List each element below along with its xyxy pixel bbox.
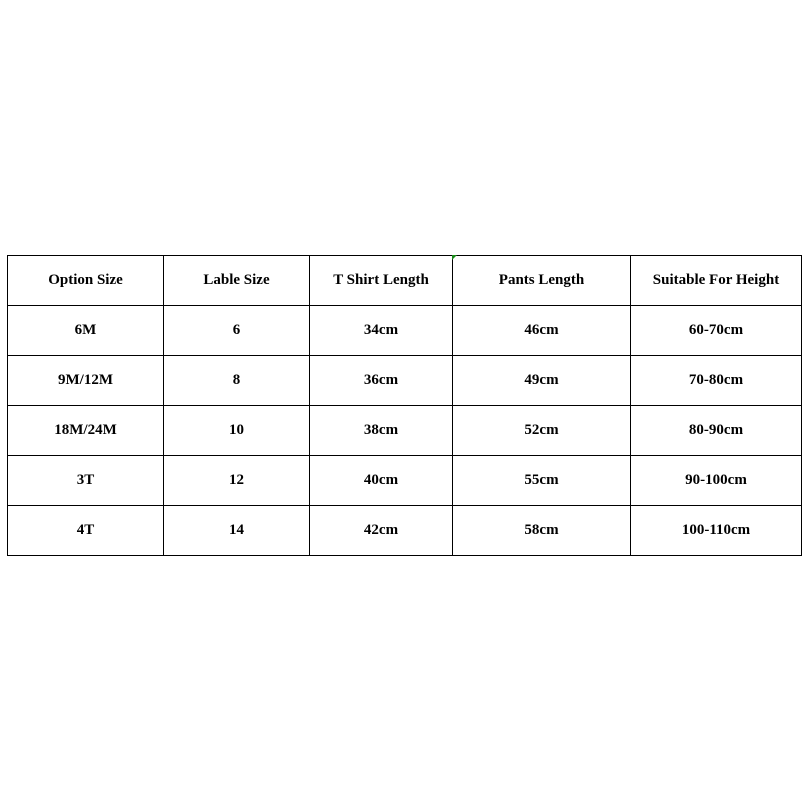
cell-t-shirt-length: 38cm xyxy=(310,406,453,456)
table-row xyxy=(8,406,802,456)
cell-label-size: 8 xyxy=(164,356,310,406)
cell-pants-length: 58cm xyxy=(453,506,631,556)
cell-suitable-height: 90-100cm xyxy=(631,456,802,506)
table-row xyxy=(8,506,802,556)
cell-label-size: 10 xyxy=(164,406,310,456)
cell-t-shirt-length: 42cm xyxy=(310,506,453,556)
cell-pants-length: 52cm xyxy=(453,406,631,456)
cell-option-size: 3T xyxy=(8,456,164,506)
cell-suitable-height: 80-90cm xyxy=(631,406,802,456)
cell-pants-length: 49cm xyxy=(453,356,631,406)
table-header-row xyxy=(8,256,802,306)
table-row xyxy=(8,456,802,506)
header-pants-length: Pants Length xyxy=(453,256,631,306)
cell-suitable-height: 60-70cm xyxy=(631,306,802,356)
cell-t-shirt-length: 40cm xyxy=(310,456,453,506)
cell-option-size: 6M xyxy=(8,306,164,356)
cell-pants-length: 46cm xyxy=(453,306,631,356)
header-t-shirt-length: T Shirt Length xyxy=(310,256,453,306)
corner-mark-decoration xyxy=(452,255,457,260)
cell-label-size: 12 xyxy=(164,456,310,506)
cell-option-size: 9M/12M xyxy=(8,356,164,406)
cell-option-size: 18M/24M xyxy=(8,406,164,456)
header-option-size: Option Size xyxy=(8,256,164,306)
header-label-size: Lable Size xyxy=(164,256,310,306)
cell-label-size: 14 xyxy=(164,506,310,556)
size-chart-table xyxy=(7,255,802,556)
table-row xyxy=(8,356,802,406)
cell-suitable-height: 70-80cm xyxy=(631,356,802,406)
cell-t-shirt-length: 34cm xyxy=(310,306,453,356)
header-suitable-height: Suitable For Height xyxy=(631,256,802,306)
cell-suitable-height: 100-110cm xyxy=(631,506,802,556)
cell-label-size: 6 xyxy=(164,306,310,356)
cell-pants-length: 55cm xyxy=(453,456,631,506)
table-row xyxy=(8,306,802,356)
cell-option-size: 4T xyxy=(8,506,164,556)
cell-t-shirt-length: 36cm xyxy=(310,356,453,406)
